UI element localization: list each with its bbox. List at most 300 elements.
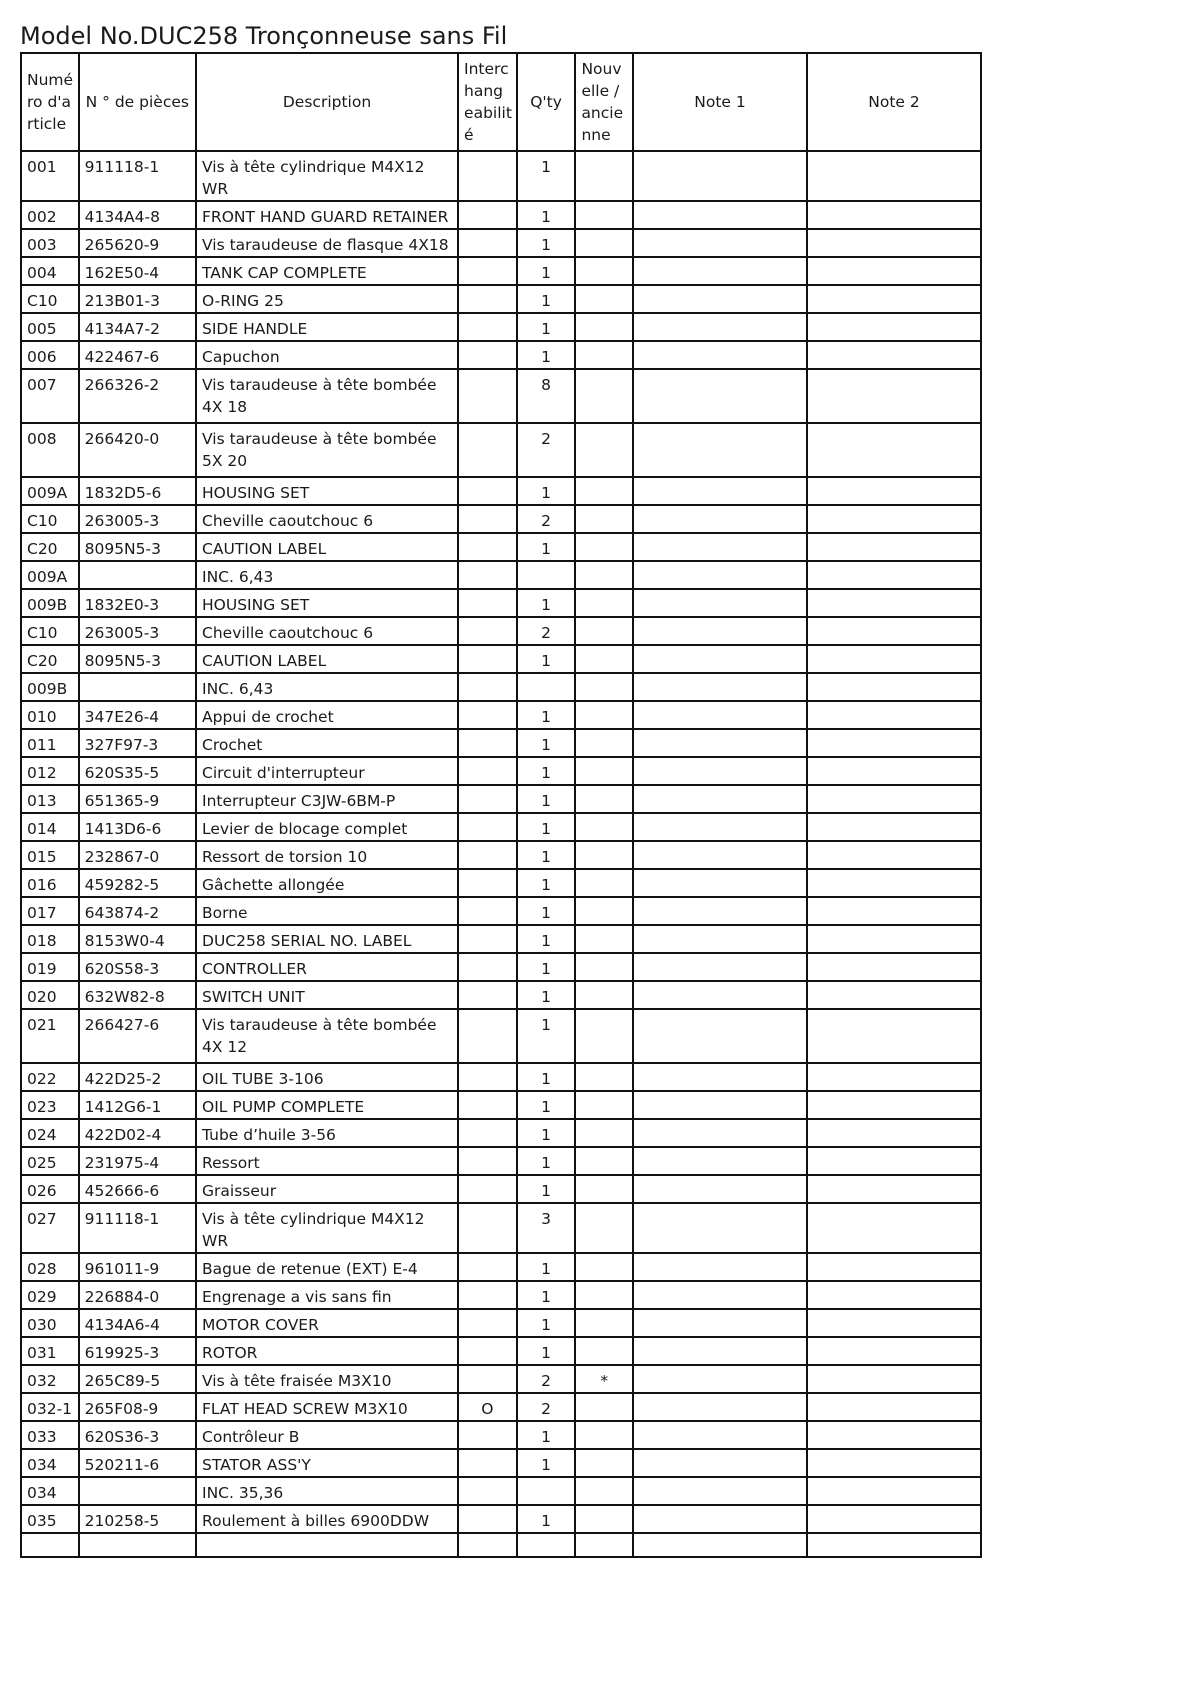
cell-description: Levier de blocage complet: [196, 813, 458, 841]
cell-interchangeability: [458, 841, 517, 869]
cell-interchangeability: [458, 285, 517, 313]
cell-note-2: [807, 313, 981, 341]
cell-part-number: 213B01-3: [79, 285, 196, 313]
cell-quantity: 1: [517, 1175, 576, 1203]
table-row: [21, 729, 981, 757]
cell-note-2: [807, 1449, 981, 1477]
cell-part-number: 1412G6-1: [79, 1091, 196, 1119]
cell-new-old: [575, 1119, 633, 1147]
cell-part-number: 210258-5: [79, 1505, 196, 1533]
cell-article-number: 007: [21, 369, 79, 423]
cell-new-old: [575, 673, 633, 701]
cell-interchangeability: [458, 645, 517, 673]
cell-part-number: 8153W0-4: [79, 925, 196, 953]
cell-new-old: [575, 841, 633, 869]
cell-quantity: [517, 561, 576, 589]
cell-note-2: [807, 953, 981, 981]
cell-quantity: 1: [517, 981, 576, 1009]
table-row: [21, 981, 981, 1009]
cell-interchangeability: O: [458, 1393, 517, 1421]
cell-new-old: [575, 785, 633, 813]
cell-part-number: 327F97-3: [79, 729, 196, 757]
cell-new-old: [575, 151, 633, 201]
cell-note-1: [633, 729, 807, 757]
cell-note-1: [633, 533, 807, 561]
cell-quantity: 2: [517, 505, 576, 533]
cell-quantity: 1: [517, 201, 576, 229]
cell-note-2: [807, 1147, 981, 1175]
cell-part-number: 266326-2: [79, 369, 196, 423]
cell-description: OIL TUBE 3-106: [196, 1063, 458, 1091]
cell-quantity: 1: [517, 869, 576, 897]
cell-article-number: 002: [21, 201, 79, 229]
cell-new-old: [575, 1091, 633, 1119]
cell-new-old: [575, 1505, 633, 1533]
table-row: [21, 813, 981, 841]
cell-interchangeability: [458, 201, 517, 229]
cell-part-number: 265C89-5: [79, 1365, 196, 1393]
cell-note-2: [807, 673, 981, 701]
cell-interchangeability: [458, 1147, 517, 1175]
parts-table: [20, 52, 982, 1558]
cell-note-1: [633, 285, 807, 313]
cell-interchangeability: [458, 257, 517, 285]
cell-quantity: 2: [517, 423, 576, 477]
cell-article-number: 032-1: [21, 1393, 79, 1421]
cell-note-2: [807, 1309, 981, 1337]
cell-new-old: [575, 589, 633, 617]
table-row: [21, 1147, 981, 1175]
cell-note-1: [633, 1119, 807, 1147]
cell-article-number: 009B: [21, 673, 79, 701]
cell-article-number: 009A: [21, 477, 79, 505]
cell-new-old: [575, 1337, 633, 1365]
cell-part-number: 620S35-5: [79, 757, 196, 785]
cell-note-1: [633, 645, 807, 673]
cell-new-old: [575, 561, 633, 589]
cell-new-old: [575, 477, 633, 505]
cell-quantity: 1: [517, 701, 576, 729]
cell-article-number: 031: [21, 1337, 79, 1365]
cell-description: Cheville caoutchouc 6: [196, 617, 458, 645]
table-row: [21, 1175, 981, 1203]
cell-interchangeability: [458, 229, 517, 257]
cell-quantity: 1: [517, 1421, 576, 1449]
cell-new-old: [575, 1421, 633, 1449]
cell-description: ROTOR: [196, 1337, 458, 1365]
cell-note-2: [807, 701, 981, 729]
cell-article-number: [21, 1533, 79, 1557]
cell-part-number: 422D02-4: [79, 1119, 196, 1147]
cell-note-1: [633, 897, 807, 925]
table-row: [21, 505, 981, 533]
cell-note-1: [633, 1477, 807, 1505]
cell-quantity: 1: [517, 1119, 576, 1147]
cell-note-1: [633, 1393, 807, 1421]
cell-new-old: [575, 257, 633, 285]
table-row: [21, 561, 981, 589]
cell-note-2: [807, 1175, 981, 1203]
cell-article-number: 010: [21, 701, 79, 729]
cell-description: Ressort: [196, 1147, 458, 1175]
cell-part-number: 226884-0: [79, 1281, 196, 1309]
cell-note-1: [633, 981, 807, 1009]
cell-note-1: [633, 757, 807, 785]
table-row: [21, 1253, 981, 1281]
cell-note-1: [633, 869, 807, 897]
cell-note-1: [633, 701, 807, 729]
cell-article-number: 001: [21, 151, 79, 201]
cell-description: Tube d’huile 3-56: [196, 1119, 458, 1147]
cell-description: Engrenage a vis sans fin: [196, 1281, 458, 1309]
table-row: [21, 869, 981, 897]
cell-interchangeability: [458, 1337, 517, 1365]
cell-new-old: [575, 201, 633, 229]
cell-interchangeability: [458, 1203, 517, 1253]
cell-quantity: 1: [517, 953, 576, 981]
cell-description: HOUSING SET: [196, 477, 458, 505]
header-article-number: Numé ro d'a rticle: [21, 53, 79, 151]
cell-description: INC. 6,43: [196, 561, 458, 589]
cell-article-number: 015: [21, 841, 79, 869]
cell-note-2: [807, 1477, 981, 1505]
cell-note-1: [633, 561, 807, 589]
table-row: [21, 953, 981, 981]
cell-quantity: 1: [517, 1505, 576, 1533]
cell-note-2: [807, 369, 981, 423]
cell-new-old: [575, 897, 633, 925]
cell-quantity: 1: [517, 1091, 576, 1119]
cell-article-number: 009A: [21, 561, 79, 589]
cell-note-2: [807, 785, 981, 813]
cell-article-number: 026: [21, 1175, 79, 1203]
cell-article-number: 022: [21, 1063, 79, 1091]
cell-article-number: 012: [21, 757, 79, 785]
cell-article-number: 027: [21, 1203, 79, 1253]
cell-new-old: [575, 533, 633, 561]
cell-description: STATOR ASS'Y: [196, 1449, 458, 1477]
cell-note-2: [807, 1009, 981, 1063]
table-row: [21, 645, 981, 673]
cell-quantity: 1: [517, 1009, 576, 1063]
cell-interchangeability: [458, 505, 517, 533]
table-row: [21, 423, 981, 477]
header-note-2: Note 2: [807, 53, 981, 151]
cell-part-number: 911118-1: [79, 1203, 196, 1253]
cell-part-number: 619925-3: [79, 1337, 196, 1365]
cell-quantity: 1: [517, 257, 576, 285]
cell-note-2: [807, 229, 981, 257]
cell-new-old: [575, 229, 633, 257]
cell-part-number: 266420-0: [79, 423, 196, 477]
cell-part-number: 520211-6: [79, 1449, 196, 1477]
cell-note-2: [807, 869, 981, 897]
table-row: [21, 925, 981, 953]
cell-note-2: [807, 841, 981, 869]
cell-note-2: [807, 1393, 981, 1421]
cell-description: Interrupteur C3JW-6BM-P: [196, 785, 458, 813]
table-row: [21, 533, 981, 561]
cell-article-number: 004: [21, 257, 79, 285]
cell-note-2: [807, 897, 981, 925]
cell-note-1: [633, 1421, 807, 1449]
cell-article-number: 033: [21, 1421, 79, 1449]
table-row: [21, 1119, 981, 1147]
cell-part-number: 452666-6: [79, 1175, 196, 1203]
cell-description: CONTROLLER: [196, 953, 458, 981]
cell-note-1: [633, 1203, 807, 1253]
cell-article-number: 013: [21, 785, 79, 813]
cell-new-old: [575, 369, 633, 423]
page-title: Model No.DUC258 Tronçonneuse sans Fil: [20, 22, 508, 50]
cell-quantity: 1: [517, 785, 576, 813]
cell-article-number: 006: [21, 341, 79, 369]
cell-part-number: 459282-5: [79, 869, 196, 897]
cell-note-1: [633, 1147, 807, 1175]
cell-article-number: 021: [21, 1009, 79, 1063]
cell-part-number: 422467-6: [79, 341, 196, 369]
cell-article-number: C20: [21, 533, 79, 561]
cell-note-2: [807, 423, 981, 477]
cell-note-1: [633, 151, 807, 201]
table-row: [21, 1337, 981, 1365]
cell-interchangeability: [458, 1477, 517, 1505]
table-row: [21, 617, 981, 645]
table-row: [21, 201, 981, 229]
cell-interchangeability: [458, 953, 517, 981]
cell-new-old: [575, 869, 633, 897]
header-quantity: Q'ty: [517, 53, 576, 151]
cell-new-old: *: [575, 1365, 633, 1393]
cell-interchangeability: [458, 729, 517, 757]
cell-new-old: [575, 1309, 633, 1337]
table-row: [21, 151, 981, 201]
cell-quantity: 1: [517, 1309, 576, 1337]
table-row: [21, 1281, 981, 1309]
cell-note-2: [807, 1421, 981, 1449]
cell-quantity: 2: [517, 1393, 576, 1421]
cell-note-2: [807, 981, 981, 1009]
cell-part-number: 265620-9: [79, 229, 196, 257]
cell-new-old: [575, 981, 633, 1009]
cell-note-2: [807, 589, 981, 617]
cell-note-1: [633, 813, 807, 841]
cell-article-number: 020: [21, 981, 79, 1009]
cell-quantity: 1: [517, 151, 576, 201]
cell-description: FLAT HEAD SCREW M3X10: [196, 1393, 458, 1421]
cell-quantity: [517, 1477, 576, 1505]
cell-note-1: [633, 229, 807, 257]
cell-quantity: 1: [517, 533, 576, 561]
cell-note-2: [807, 285, 981, 313]
cell-interchangeability: [458, 897, 517, 925]
cell-note-2: [807, 341, 981, 369]
cell-note-1: [633, 1533, 807, 1557]
cell-note-1: [633, 1309, 807, 1337]
cell-description: FRONT HAND GUARD RETAINER: [196, 201, 458, 229]
cell-article-number: 034: [21, 1449, 79, 1477]
cell-description: DUC258 SERIAL NO. LABEL: [196, 925, 458, 953]
table-header: [21, 53, 981, 151]
cell-article-number: 011: [21, 729, 79, 757]
table-row: [21, 673, 981, 701]
cell-quantity: 1: [517, 285, 576, 313]
table-row: [21, 1421, 981, 1449]
cell-interchangeability: [458, 869, 517, 897]
cell-note-1: [633, 1337, 807, 1365]
cell-note-2: [807, 1505, 981, 1533]
cell-description: Appui de crochet: [196, 701, 458, 729]
cell-part-number: 643874-2: [79, 897, 196, 925]
cell-note-1: [633, 423, 807, 477]
cell-part-number: 4134A7-2: [79, 313, 196, 341]
cell-note-2: [807, 1091, 981, 1119]
cell-description: [196, 1533, 458, 1557]
cell-note-1: [633, 1175, 807, 1203]
cell-article-number: C20: [21, 645, 79, 673]
cell-part-number: 911118-1: [79, 151, 196, 201]
cell-interchangeability: [458, 369, 517, 423]
cell-article-number: 034: [21, 1477, 79, 1505]
cell-description: Vis taraudeuse à tête bombée 5X 20: [196, 423, 458, 477]
cell-new-old: [575, 505, 633, 533]
cell-article-number: 014: [21, 813, 79, 841]
cell-note-2: [807, 925, 981, 953]
cell-part-number: 422D25-2: [79, 1063, 196, 1091]
cell-description: Vis taraudeuse à tête bombée 4X 18: [196, 369, 458, 423]
table-row: [21, 477, 981, 505]
cell-note-1: [633, 369, 807, 423]
cell-new-old: [575, 1449, 633, 1477]
cell-interchangeability: [458, 151, 517, 201]
cell-description: CAUTION LABEL: [196, 645, 458, 673]
cell-description: HOUSING SET: [196, 589, 458, 617]
cell-new-old: [575, 1175, 633, 1203]
cell-note-2: [807, 729, 981, 757]
cell-quantity: 1: [517, 1063, 576, 1091]
cell-interchangeability: [458, 1119, 517, 1147]
cell-description: Circuit d'interrupteur: [196, 757, 458, 785]
cell-note-1: [633, 1009, 807, 1063]
table-row: [21, 313, 981, 341]
cell-note-2: [807, 561, 981, 589]
cell-article-number: 035: [21, 1505, 79, 1533]
cell-article-number: C10: [21, 285, 79, 313]
cell-part-number: 347E26-4: [79, 701, 196, 729]
cell-new-old: [575, 617, 633, 645]
cell-quantity: 1: [517, 313, 576, 341]
cell-note-2: [807, 151, 981, 201]
cell-note-1: [633, 673, 807, 701]
cell-article-number: 023: [21, 1091, 79, 1119]
cell-new-old: [575, 341, 633, 369]
cell-part-number: 4134A4-8: [79, 201, 196, 229]
cell-description: CAUTION LABEL: [196, 533, 458, 561]
cell-new-old: [575, 729, 633, 757]
cell-article-number: 009B: [21, 589, 79, 617]
header-note-1: Note 1: [633, 53, 807, 151]
cell-note-1: [633, 313, 807, 341]
cell-interchangeability: [458, 981, 517, 1009]
cell-interchangeability: [458, 1009, 517, 1063]
cell-note-2: [807, 201, 981, 229]
cell-article-number: 019: [21, 953, 79, 981]
cell-interchangeability: [458, 1253, 517, 1281]
cell-part-number: 961011-9: [79, 1253, 196, 1281]
cell-description: INC. 6,43: [196, 673, 458, 701]
cell-part-number: [79, 561, 196, 589]
cell-interchangeability: [458, 1365, 517, 1393]
cell-quantity: 1: [517, 1337, 576, 1365]
cell-new-old: [575, 953, 633, 981]
cell-note-2: [807, 1337, 981, 1365]
cell-part-number: [79, 1477, 196, 1505]
cell-part-number: 651365-9: [79, 785, 196, 813]
cell-interchangeability: [458, 701, 517, 729]
cell-part-number: 632W82-8: [79, 981, 196, 1009]
cell-article-number: 005: [21, 313, 79, 341]
cell-part-number: 263005-3: [79, 617, 196, 645]
cell-part-number: 263005-3: [79, 505, 196, 533]
table-row: [21, 1309, 981, 1337]
cell-description: INC. 35,36: [196, 1477, 458, 1505]
table-row: [21, 257, 981, 285]
cell-new-old: [575, 813, 633, 841]
table-row: [21, 369, 981, 423]
cell-new-old: [575, 1203, 633, 1253]
cell-new-old: [575, 925, 633, 953]
table-row: [21, 1063, 981, 1091]
cell-article-number: 017: [21, 897, 79, 925]
cell-article-number: 016: [21, 869, 79, 897]
cell-quantity: 1: [517, 897, 576, 925]
cell-note-1: [633, 1365, 807, 1393]
cell-description: SWITCH UNIT: [196, 981, 458, 1009]
table-row: [21, 1449, 981, 1477]
cell-note-1: [633, 341, 807, 369]
cell-note-1: [633, 1063, 807, 1091]
cell-new-old: [575, 1253, 633, 1281]
cell-part-number: 1413D6-6: [79, 813, 196, 841]
cell-note-2: [807, 1203, 981, 1253]
cell-note-1: [633, 953, 807, 981]
cell-note-1: [633, 477, 807, 505]
cell-article-number: 008: [21, 423, 79, 477]
cell-article-number: 024: [21, 1119, 79, 1147]
cell-note-1: [633, 1449, 807, 1477]
table-row: [21, 1203, 981, 1253]
cell-description: SIDE HANDLE: [196, 313, 458, 341]
cell-interchangeability: [458, 785, 517, 813]
cell-quantity: 1: [517, 341, 576, 369]
cell-note-2: [807, 533, 981, 561]
cell-note-1: [633, 1281, 807, 1309]
cell-article-number: 030: [21, 1309, 79, 1337]
cell-quantity: [517, 673, 576, 701]
cell-description: Cheville caoutchouc 6: [196, 505, 458, 533]
cell-quantity: 2: [517, 1365, 576, 1393]
cell-note-2: [807, 1533, 981, 1557]
cell-description: MOTOR COVER: [196, 1309, 458, 1337]
table-row: [21, 785, 981, 813]
cell-part-number: 8095N5-3: [79, 533, 196, 561]
table-row: [21, 1393, 981, 1421]
cell-note-2: [807, 757, 981, 785]
cell-new-old: [575, 701, 633, 729]
cell-description: Crochet: [196, 729, 458, 757]
cell-article-number: 003: [21, 229, 79, 257]
cell-interchangeability: [458, 1175, 517, 1203]
